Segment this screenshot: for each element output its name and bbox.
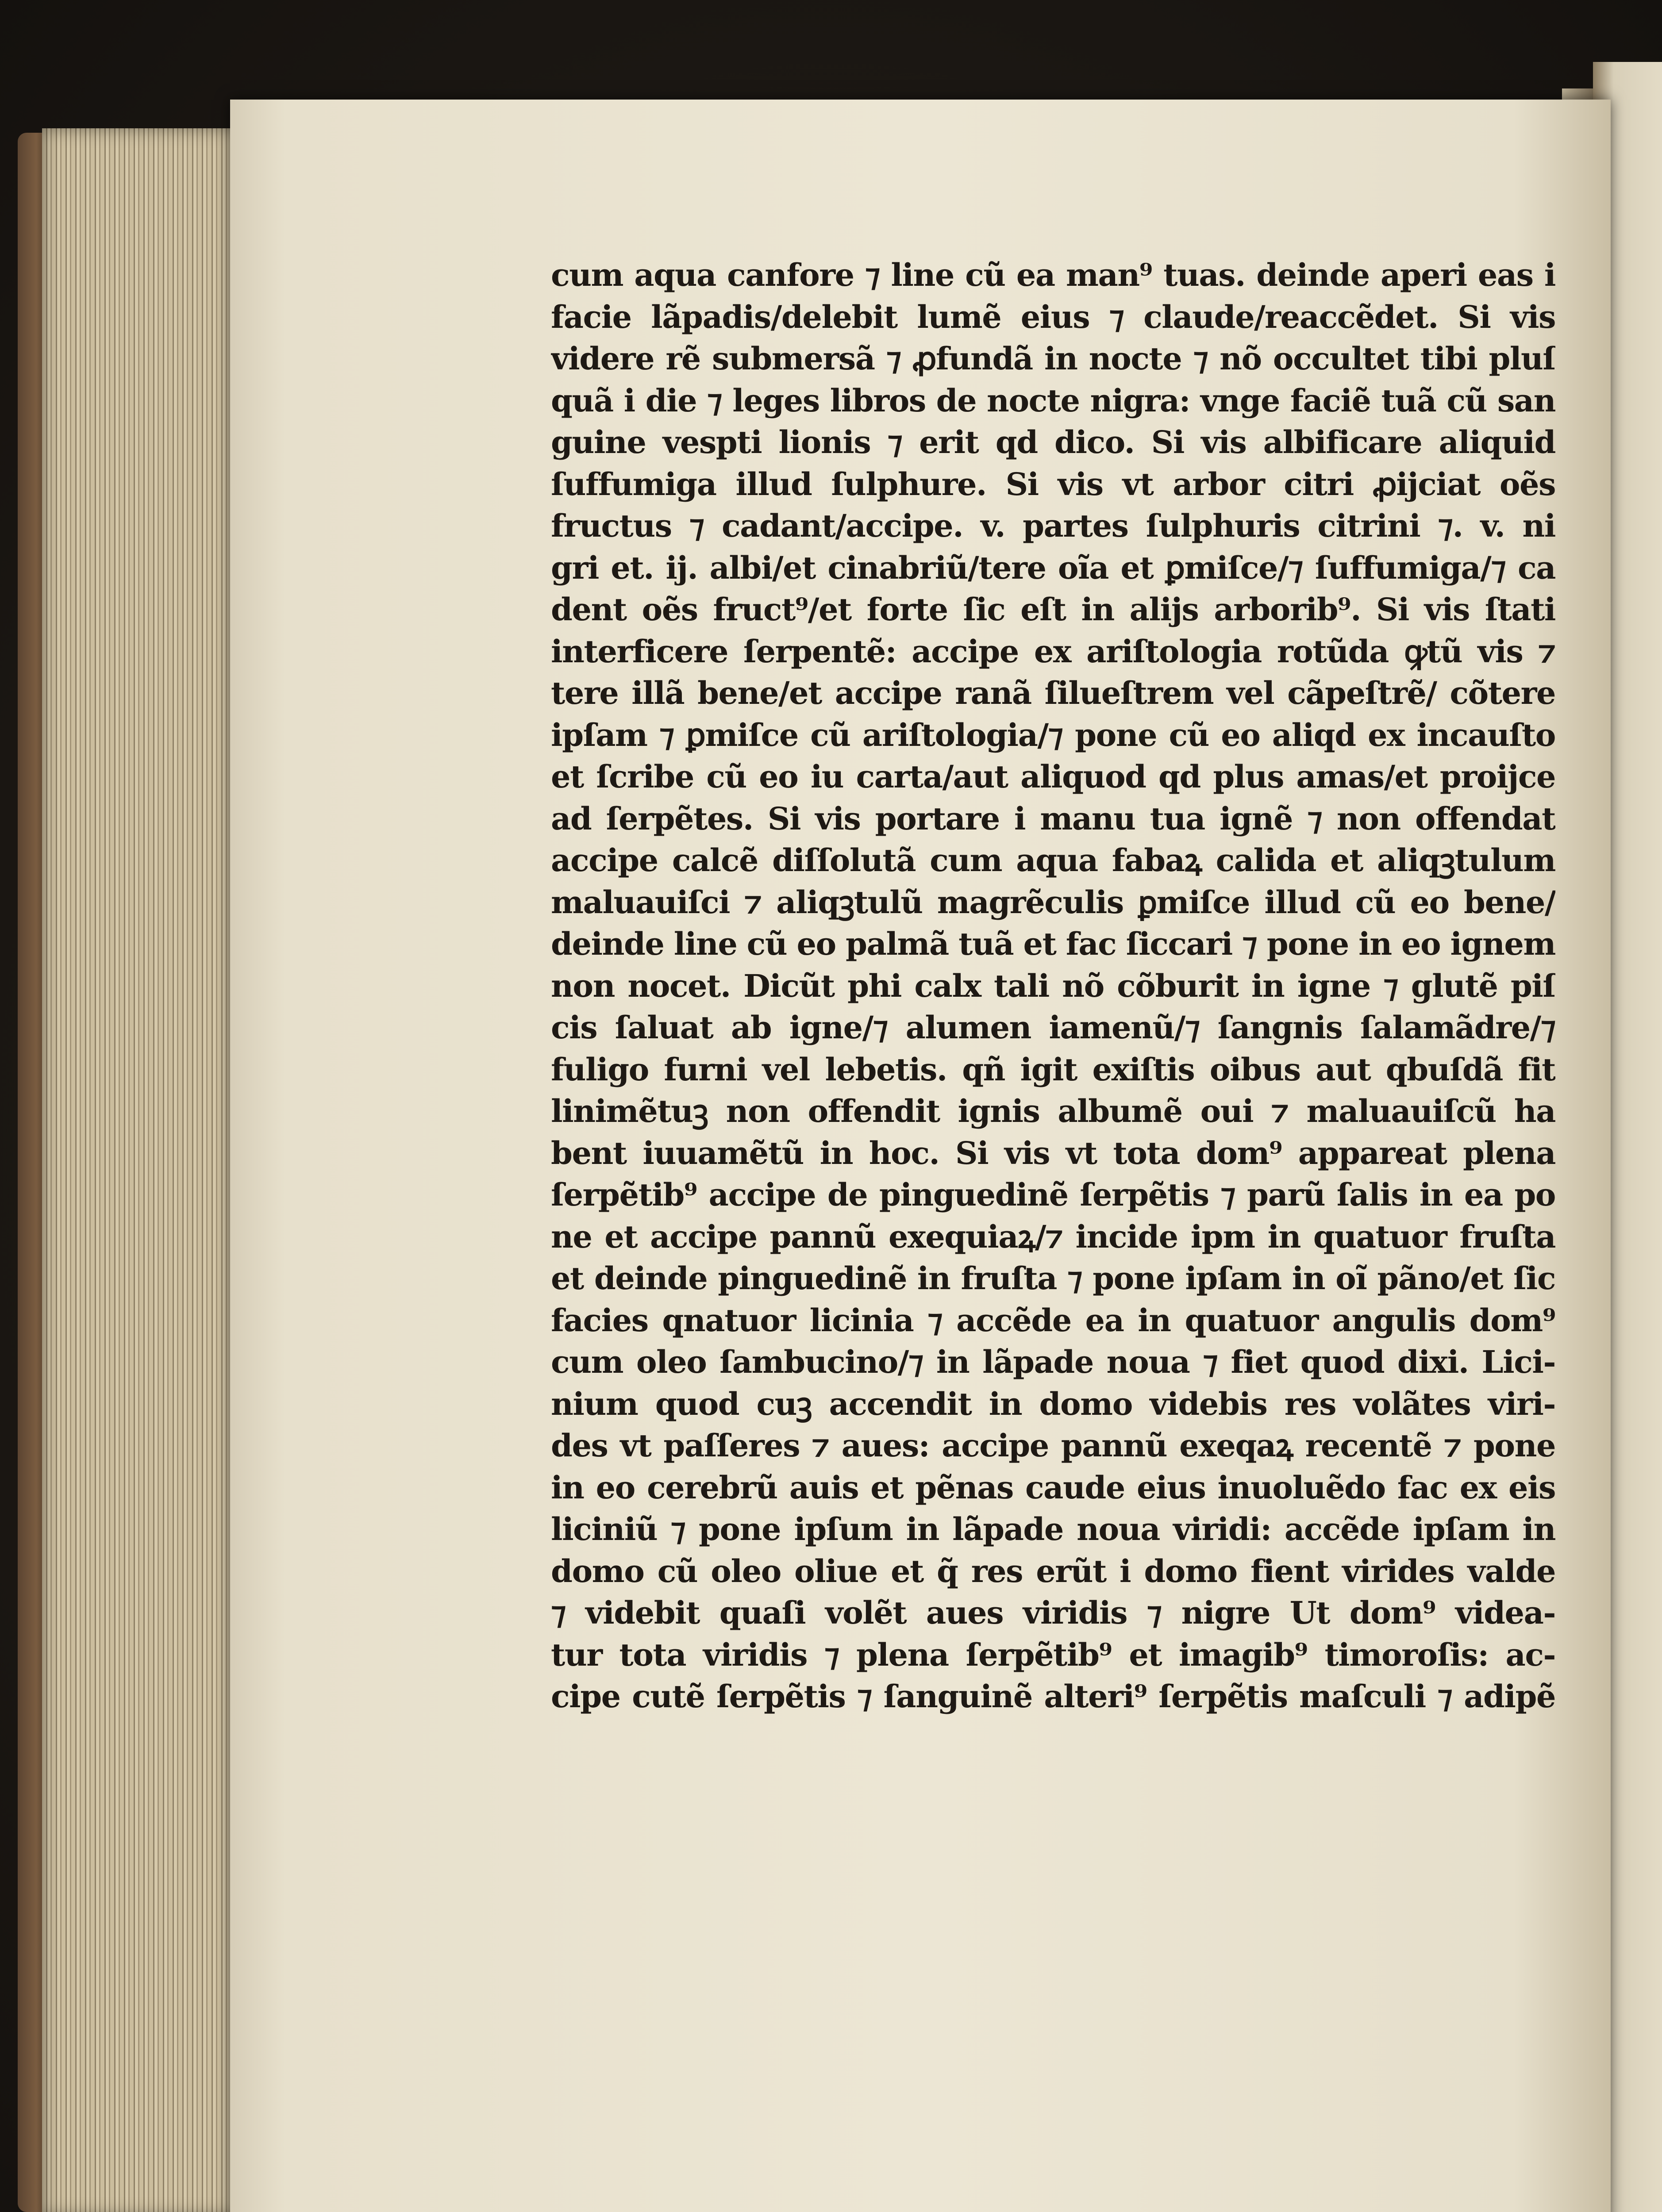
text-line: domo cũ oleo oliue et q̃ res erũt i domo fient virides valde bbox=[551, 1552, 1555, 1590]
text-line: fructus ⁊ cadant/accipe. v. partes ſulphuris citrini ⁊. v. ni bbox=[551, 507, 1555, 544]
text-line: cis ſaluat ab igne/⁊ alumen iamenũ/⁊ ſangnis ſalamãdre/⁊ bbox=[551, 1009, 1555, 1046]
text-line: ⁊ videbit quaſi volẽt aues viridis ⁊ nigre Ut dom⁹ videa- bbox=[551, 1594, 1555, 1631]
text-line: deinde line cũ eo palmã tuã et fac ſiccari ⁊ pone in eo ignem bbox=[551, 926, 1555, 962]
text-line: tere illã bene/et accipe ranã ſilueſtrem vel cãpeſtrẽ/ cõtere bbox=[551, 675, 1555, 711]
text-line: linimẽtuꝫ non offendit ignis albumẽ oui ⁊ maluauiſcũ ha bbox=[551, 1093, 1555, 1129]
text-line: nium quod cuꝫ accendit in domo videbis res volãtes viri- bbox=[551, 1385, 1555, 1422]
text-line: accipe calcẽ diſſolutã cum aqua fabaꝝ calida et aliqꝫtulum bbox=[551, 842, 1555, 879]
text-line: cipe cutẽ ſerpẽtis ⁊ ſanguinẽ alteri⁹ ſerpẽtis maſculi ⁊ adipẽ bbox=[551, 1678, 1555, 1715]
text-line: et deinde pinguedinẽ in fruſta ⁊ pone ipſam in oĩ pãno/et ſic bbox=[551, 1260, 1555, 1297]
text-block bbox=[551, 254, 1555, 1718]
text-line: fuligo furni vel lebetis. qñ igit exiſtis oibus aut qbuſdã fit bbox=[551, 1051, 1555, 1088]
text-line: in eo cerebrũ auis et pẽnas caude eius inuoluẽdo fac ex eis bbox=[551, 1469, 1555, 1506]
text-line: ipſam ⁊ ꝑmiſce cũ ariſtologia/⁊ pone cũ eo aliqd ex incauſto bbox=[551, 716, 1555, 753]
text-line: interficere ſerpentẽ: accipe ex ariſtologia rotũda ꝙtũ vis ⁊ bbox=[551, 633, 1555, 670]
text-line: maluauiſci ⁊ aliqꝫtulũ magrẽculis ꝑmiſce illud cũ eo bene/ bbox=[551, 883, 1555, 921]
text-line: facie lãpadis/delebit lumẽ eius ⁊ claude/reaccẽdet. Si vis bbox=[551, 298, 1555, 335]
text-line: ſerpẽtib⁹ accipe de pinguedinẽ ſerpẽtis ⁊ parũ ſalis in ea po bbox=[551, 1176, 1555, 1213]
text-line: ne et accipe pannũ exequiaꝝ/⁊ incide ipm in quatuor fruſta bbox=[551, 1218, 1555, 1255]
text-line: guine vespti lionis ⁊ erit qd dico. Si vis albificare aliquid bbox=[551, 424, 1555, 461]
text-line: dent oẽs fruct⁹/et forte ſic eſt in alijs arborib⁹. Si vis ſtati bbox=[551, 591, 1555, 628]
text-line: facies qnatuor licinia ⁊ accẽde ea in quatuor angulis dom⁹ bbox=[551, 1302, 1555, 1339]
text-line: des vt paſſeres ⁊ aues: accipe pannũ exeqaꝝ recentẽ ⁊ pone bbox=[551, 1427, 1555, 1464]
text-line: cum aqua canfore ⁊ line cũ ea man⁹ tuas. deinde aperi eas i bbox=[551, 257, 1555, 293]
text-line: tur tota viridis ⁊ plena ſerpẽtib⁹ et imagib⁹ timoroſis: ac- bbox=[551, 1636, 1555, 1673]
text-line: bent iuuamẽtũ in hoc. Si vis vt tota dom⁹ appareat plena bbox=[551, 1134, 1555, 1171]
text-line: quã i die ⁊ leges libros de nocte nigra: vnge faciẽ tuã cũ san bbox=[551, 382, 1555, 419]
text-line: ſuffumiga illud ſulphure. Si vis vt arbor citri ꝓijciat oẽs bbox=[551, 465, 1555, 503]
text-line: videre rẽ submersã ⁊ ꝓfundã in nocte ⁊ nõ occultet tibi pluſ bbox=[551, 340, 1555, 377]
text-line: ad ſerpẽtes. Si vis portare i manu tua ignẽ ⁊ non offendat bbox=[551, 800, 1555, 837]
text-line: et ſcribe cũ eo iu carta/aut aliquod qd plus amas/et proijce bbox=[551, 758, 1555, 795]
text-line: cum oleo ſambucino/⁊ in lãpade noua ⁊ fiet quod dixi. Lici- bbox=[551, 1344, 1555, 1380]
text-line: gri et. ij. albi/et cinabriũ/tere oĩa et ꝑmiſce/⁊ ſuffumiga/⁊ ca bbox=[551, 549, 1555, 586]
text-line: non nocet. Dicũt phi calx tali nõ cõburit in igne ⁊ glutẽ piſ bbox=[551, 967, 1555, 1004]
text-line: liciniũ ⁊ pone ipſum in lãpade noua viridi: accẽde ipſam in bbox=[551, 1511, 1555, 1548]
page-stack-edge bbox=[42, 128, 246, 2212]
